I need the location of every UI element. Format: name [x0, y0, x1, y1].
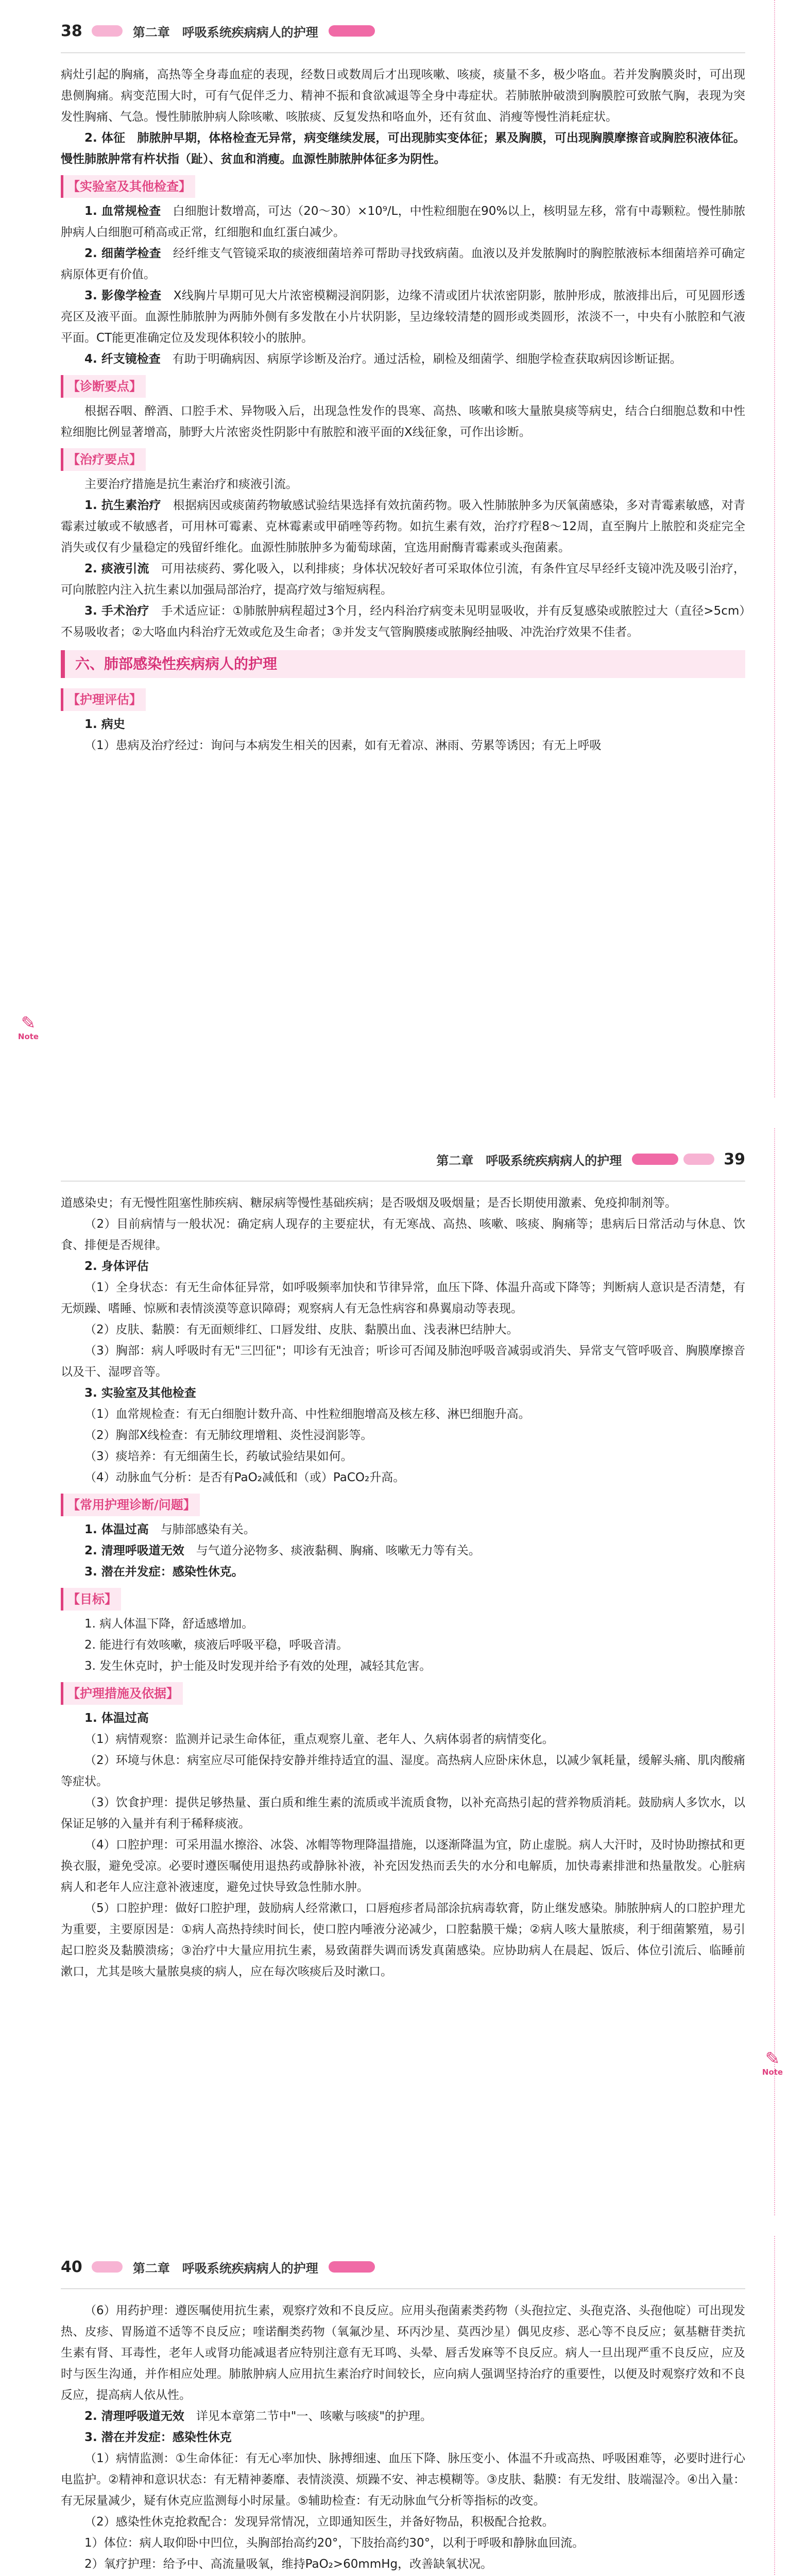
paragraph: （2）皮肤、黏膜：有无面颊绯红、口唇发绀、皮肤、黏膜出血、浅表淋巴结肿大。: [84, 1323, 519, 1336]
paragraph: 2）氧疗护理：给予中、高流量吸氧，维持PaO₂>60mmHg，改善缺氧状况。: [84, 2557, 493, 2571]
item-text: 手术适应证：①肺脓肿病程超过3个月，经内科治疗病变未见明显吸收，并有反复感染或脓腔过大（直径>5cm）不易吸收者；②大咯血内科治疗无效或危及生命者；③并发支气管胸膜瘘或脓胸经抽吸、冲洗治疗效果不佳者。: [61, 604, 746, 639]
paragraph: （5）口腔护理：做好口腔护理，鼓励病人经常漱口，口唇疱疹者局部涂抗病毒软膏，防止继发感染。肺脓肿病人的口腔护理尤为重要，主要原因是：①病人高热持续时间长，使口腔内唾液分泌减少，口腔黏膜干燥；②病人咳大量脓痰，利于细菌繁殖，易引起口腔炎及黏膜溃疡；③治疗中大量应用抗生素，易致菌群失调而诱发真菌感染。应协助病人在晨起、饭后、体位引流后、临睡前漱口，尤其是咳大量脓臭痰的病人，应在每次咳痰后及时漱口。: [61, 1902, 745, 1978]
item-text: 根据病因或痰菌药物敏感试验结果选择有效抗菌药物。吸入性肺脓肿多为厌氧菌感染，多对青霉素敏感，对青霉素过敏或不敏感者，可用林可霉素、克林霉素或甲硝唑等药物。如抗生素有效，治疗疗程8～12周，直至胸片上脓腔和炎症完全消失或仅有少量稳定的残留纤维化。血源性肺脓肿多为葡萄球菌，宜选用耐酶青霉素或头孢菌素。: [61, 499, 746, 554]
pen-icon: ✎: [21, 1013, 36, 1033]
exam-item: [61, 349, 745, 370]
paragraph: （2）感染性休克抢救配合：发现异常情况，立即通知医生，并备好物品，积极配合抢救。: [84, 2515, 554, 2529]
page-39: [0, 1128, 806, 2215]
paragraph: 3. 发生休克时，护士能及时发现并给予有效的处理，减轻其危害。: [84, 1659, 432, 1673]
treat-item: [61, 558, 745, 601]
section-heading: 【目标】: [61, 1588, 121, 1611]
chapter-section-banner: 六、肺部感染性疾病病人的护理: [61, 650, 745, 678]
paragraph: 根据吞咽、醉酒、口腔手术、异物吸入后，出现急性发作的畏寒、高热、咳嗽和咳大量脓臭痰等病史，结合白细胞总数和中性粒细胞比例显著增高，肺野大片浓密炎性阴影中有脓腔和液平面的X线征象，可作出诊断。: [61, 404, 745, 439]
header-pill-right: [329, 25, 375, 37]
chapter-title: 第二章 呼吸系统疾病病人的护理: [436, 1153, 622, 1168]
item-title: 3. 手术治疗: [84, 604, 149, 618]
treat-item: [61, 601, 745, 643]
paragraph: [61, 714, 745, 735]
paragraph: 2. 能进行有效咳嗽，痰液后呼吸平稳，呼吸音清。: [84, 1638, 349, 1652]
page-number: 38: [61, 22, 82, 40]
paragraph: [61, 1256, 745, 1277]
item-text: 与气道分泌物多、痰液黏稠、胸痛、咳嗽无力等有关。: [196, 1544, 481, 1557]
paragraph: （2）环境与休息：病室应尽可能保持安静并维持适宜的温、湿度。高热病人应卧床休息，以减少氧耗量，缓解头痛、肌肉酸痛等症状。: [61, 1754, 745, 1788]
care-item: [61, 2427, 745, 2448]
item-title: 1. 病史: [84, 718, 125, 731]
paragraph: 主要治疗措施是抗生素治疗和痰液引流。: [84, 478, 298, 491]
pen-icon: ✎: [765, 2048, 780, 2069]
paragraph: （6）用药护理：遵医嘱使用抗生素，观察疗效和不良反应。应用头孢菌素类药物（头孢拉定、头孢克洛、头孢他啶）可出现发热、皮疹、胃肠道不适等不良反应；喹诺酮类药物（氧氟沙星、环丙沙星、莫西沙星）偶见皮疹、恶心等不良反应；氨基糖苷类抗生素有肾、耳毒性，老年人或肾功能减退者应特别注意有无耳鸣、头晕、唇舌发麻等不良反应。病人一旦出现严重不良反应，应及时与医生沟通，并作相应处理。肺脓肿病人应用抗生素治疗时间较长，应向病人强调坚持治疗的重要性，以便及时观察疗效和不良反应，提高病人依从性。: [61, 2304, 745, 2402]
item-title: 3. 影像学检查: [84, 289, 162, 302]
page-header: [61, 2249, 745, 2284]
paragraph: （2）胸部X线检查：有无肺纹理增粗、炎性浸润影等。: [84, 1429, 373, 1442]
paragraph: （3）胸部：病人呼吸时有无"三凹征"；叩诊有无浊音；听诊可否闻及肺泡呼吸音减弱或消失、异常支气管呼吸音、胸膜摩擦音以及干、湿啰音等。: [61, 1344, 745, 1379]
chapter-title: 第二章 呼吸系统疾病病人的护理: [132, 25, 318, 40]
item-title: 3. 潜在并发症：: [84, 2431, 173, 2444]
care-item: [61, 2406, 745, 2427]
item-title: 1. 抗生素治疗: [84, 499, 161, 512]
paragraph: （1）全身状态：有无生命体征异常，如呼吸频率加快和节律异常，血压下降、体温升高或下降等；判断病人意识是否清楚，有无烦躁、嗜睡、惊厥和表情淡漠等意识障碍；观察病人有无急性病容和鼻翼扇动等表现。: [61, 1281, 745, 1315]
section-heading: 【实验室及其他检查】: [61, 175, 195, 198]
chapter-title: 第二章 呼吸系统疾病病人的护理: [132, 2261, 318, 2276]
paragraph: （1）病情监测：①生命体征：有无心率加快、脉搏细速、血压下降、脉压变小、体温不升或高热、呼吸困难等，必要时进行心电监护。②精神和意识状态：有无精神萎靡、表情淡漠、烦躁不安、神志模糊等。③皮肤、黏膜：有无发绀、肢端湿冷。④出入量：有无尿量减少，疑有休克应监测每小时尿量。⑤辅助检查：有无动脉血气分析等指标的改变。: [61, 2452, 745, 2507]
item-title: 2. 痰液引流: [84, 562, 149, 575]
paragraph: （1）病情观察：监测并记录生命体征，重点观察儿童、老年人、久病体弱者的病情变化。: [84, 1733, 554, 1746]
paragraph: （1）血常规检查：有无白细胞计数升高、中性粒细胞增高及核左移、淋巴细胞升高。: [84, 1408, 530, 1421]
note-label: Note: [762, 2067, 783, 2077]
item-title: 2. 清理呼吸道无效: [84, 1544, 184, 1557]
item-title: 2. 清理呼吸道无效: [84, 2410, 184, 2423]
nd-item: [61, 1540, 745, 1562]
item-text: 可用祛痰药、雾化吸入，以利排痰；身体状况较好者可采取体位引流，有条件宜尽早经纤支镜冲洗及吸引治疗，可向脓腔内注入抗生素以加强局部治疗，提高疗效与缩短病程。: [61, 562, 746, 597]
item-text: 详见本章第二节中"一、咳嗽与咳痰"的护理。: [196, 2410, 432, 2423]
item-title: 3. 实验室及其他检查: [84, 1386, 196, 1400]
section-heading: 【治疗要点】: [61, 448, 146, 471]
section-heading: 【护理措施及依据】: [61, 1682, 183, 1705]
header-pill-right: [683, 1154, 714, 1165]
item-text: 经纤维支气管镜采取的痰液细菌培养可帮助寻找致病菌。血液以及并发脓胸时的胸腔脓液标本细菌培养可确定病原体更有价值。: [61, 247, 746, 281]
item-text: 白细胞计数增高，可达（20～30）×10⁹/L，中性粒细胞在90%以上，核明显左移，常有中毒颗粒。慢性肺脓肿病人白细胞可稍高或正常，红细胞和血红蛋白减少。: [61, 205, 746, 239]
section-heading: 【诊断要点】: [61, 375, 146, 398]
item-title: 2. 细菌学检查: [84, 247, 161, 260]
margin-dotted-line: [774, 0, 775, 1097]
note-marker: [10, 1010, 46, 1046]
page-header: [61, 13, 745, 48]
item-title: 2. 体征 肺脓肿早期，体格检查无异常，病变继续发展，可出现肺实变体征；累及胸膜，可出现胸膜摩擦音或胸腔积液体征。慢性肺脓肿常有杵状指（趾）、贫血和消瘦。血源性肺脓肿体征多为阴性。: [61, 131, 745, 166]
item-title: 1. 体温过高: [84, 1523, 149, 1536]
header-pill-right: [329, 2261, 375, 2273]
treat-item: [61, 495, 745, 558]
exam-item: [61, 243, 745, 285]
item-title: 2. 身体评估: [84, 1260, 149, 1273]
item-text: 感染性休克。: [172, 1565, 244, 1579]
paragraph: （2）目前病情与一般状况：确定病人现存的主要症状，有无寒战、高热、咳嗽、咳痰、胸痛等；患病后日常活动与休息、饮食、排便是否规律。: [61, 1217, 745, 1252]
item-title: 1. 体温过高: [84, 1711, 149, 1725]
page-number: 39: [724, 1150, 745, 1168]
item-title: 4. 纤支镜检查: [84, 352, 161, 366]
header-pill-left: [92, 25, 123, 37]
section-heading: 【护理评估】: [61, 688, 146, 711]
paragraph: [61, 1383, 745, 1404]
paragraph: 病灶引起的胸痛，高热等全身毒血症的表现，经数日或数周后才出现咳嗽、咳痰，痰量不多，极少咯血。若并发胸膜炎时，可出现患侧胸痛。病变范围大时，可有气促伴乏力、精神不振和食欲减退等全身中毒症状。若肺脓肿破溃到胸膜腔可致脓气胸，表现为突发性胸痛、气急。慢性肺脓肿病人除咳嗽、咳脓痰、反复发热和咯血外，还有贫血、消瘦等慢性消耗症状。: [61, 68, 745, 124]
page-content: [61, 64, 745, 756]
page-header: [61, 1142, 745, 1177]
paragraph: 1. 病人体温下降，舒适感增加。: [84, 1617, 254, 1631]
paragraph: 道感染史；有无慢性阻塞性肺疾病、糖尿病等慢性基础疾病；是否吸烟及吸烟量；是否长期使用激素、免疫抑制剂等。: [61, 1196, 677, 1210]
item-title: 3. 潜在并发症：: [84, 1565, 173, 1579]
paragraph: （4）动脉血气分析：是否有PaO₂减低和（或）PaCO₂升高。: [84, 1471, 405, 1484]
header-pill-left: [92, 2261, 123, 2273]
margin-dotted-line: [774, 2236, 775, 2576]
section-heading: 【常用护理诊断/问题】: [61, 1494, 200, 1516]
paragraph: [61, 128, 745, 170]
page-content: [61, 2300, 745, 2576]
nd-item: [61, 1519, 745, 1540]
page-number: 40: [61, 2258, 82, 2276]
note-label: Note: [18, 1032, 39, 1041]
page-38: [0, 0, 806, 1097]
paragraph: （3）饮食护理：提供足够热量、蛋白质和维生素的流质或半流质食物，以补充高热引起的营养物质消耗。鼓励病人多饮水，以保证足够的入量并有利于稀释痰液。: [61, 1796, 745, 1831]
paragraph: （4）口腔护理：可采用温水擦浴、冰袋、冰帽等物理降温措施，以逐渐降温为宜，防止虚脱。病人大汗时，及时协助擦拭和更换衣服，避免受凉。必要时遵医嘱使用退热药或静脉补液，补充因发热而丢失的水分和电解质，加快毒素排泄和热量散发。心脏病病人和老年人应注意补液速度，避免过快导致急性肺水肿。: [61, 1838, 745, 1894]
page-content: [61, 1193, 745, 1982]
item-text: 感染性休克: [172, 2431, 232, 2444]
note-marker: [754, 2045, 791, 2081]
paragraph: [61, 1708, 745, 1729]
exam-item: [61, 285, 745, 349]
paragraph: （1）患病及治疗经过：询问与本病发生相关的因素，如有无着凉、淋雨、劳累等诱因；有无上呼吸: [84, 739, 602, 752]
item-text: 与肺部感染有关。: [160, 1523, 255, 1536]
item-text: 有助于明确病因、病原学诊断及治疗。通过活检，刷检及细菌学、细胞学检查获取病因诊断证据。: [172, 352, 682, 366]
header-pill-left: [632, 1154, 678, 1165]
nd-item: [61, 1562, 745, 1583]
page-40: [0, 2236, 806, 2576]
exam-item: [61, 201, 745, 243]
item-text: X线胸片早期可见大片浓密模糊浸润阴影，边缘不清或团片状浓密阴影，脓肿形成，脓液排出后，可见圆形透亮区及液平面。血源性肺脓肿为两肺外侧有多发散在小片状阴影，呈边缘较清楚的圆形或类圆形，浓淡不一，中央有小脓腔和气液平面。CT能更准确定位及发现体积较小的脓肿。: [61, 289, 745, 345]
paragraph: （3）痰培养：有无细菌生长，药敏试验结果如何。: [84, 1450, 353, 1463]
item-title: 1. 血常规检查: [84, 205, 161, 218]
paragraph: 1）体位：病人取仰卧中凹位，头胸部抬高约20°，下肢抬高约30°，以利于呼吸和静脉血回流。: [84, 2536, 585, 2550]
